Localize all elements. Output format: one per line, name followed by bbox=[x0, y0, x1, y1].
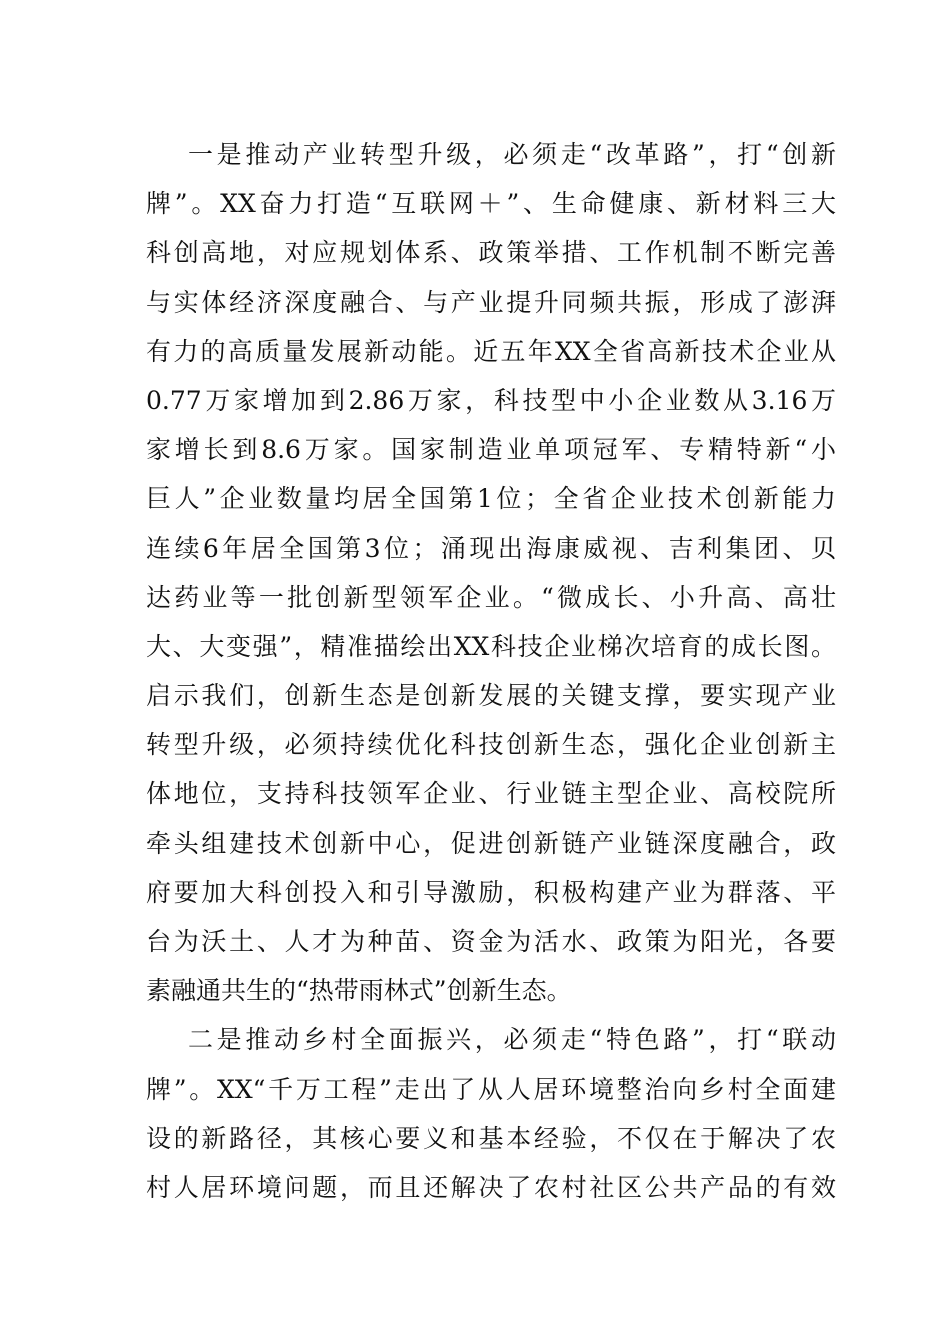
text-line: 村人居环境问题，而且还解决了农村社区公共产品的有效 bbox=[146, 1172, 836, 1202]
text-line: 台为沃土、人才为种苗、资金为活水、政策为阳光，各要 bbox=[146, 927, 836, 956]
text-line: 牌”。XX“千万工程”走出了从人居环境整治向乡村全面建 bbox=[146, 1074, 836, 1104]
text-line: 设的新路径，其核心要义和基本经验，不仅在于解决了农 bbox=[146, 1123, 836, 1153]
text-line: 一是推动产业转型升级，必须走“改革路”，打“创新 bbox=[188, 140, 836, 169]
text-line: 体地位，支持科技领军企业、行业链主型企业、高校院所 bbox=[146, 779, 836, 809]
paragraph-2 bbox=[146, 1015, 836, 1212]
text-line: 巨人”企业数量均居全国第1位；全省企业技术创新能力 bbox=[146, 484, 836, 514]
text-line: 二是推动乡村全面振兴，必须走“特色路”，打“联动 bbox=[188, 1025, 836, 1055]
text-line: 连续6年居全国第3位；涌现出海康威视、吉利集团、贝 bbox=[146, 533, 836, 563]
text-line: 牵头组建技术创新中心，促进创新链产业链深度融合，政 bbox=[146, 828, 836, 858]
paragraph-1 bbox=[146, 130, 836, 1015]
text-line: 有力的高质量发展新动能。近五年XX全省高新技术企业从 bbox=[146, 336, 836, 366]
text-line: 大、大变强”，精准描绘出XX科技企业梯次培育的成长图。 bbox=[146, 631, 836, 661]
text-line: 科创高地，对应规划体系、政策举措、工作机制不断完善 bbox=[146, 238, 836, 268]
text-line: 0.77万家增加到2.86万家，科技型中小企业数从3.16万 bbox=[146, 385, 836, 415]
text-line: 素融通共生的“热带雨林式”创新生态。 bbox=[146, 976, 572, 1006]
body-text bbox=[146, 130, 836, 1212]
text-line: 家增长到8.6万家。国家制造业单项冠军、专精特新“小 bbox=[146, 435, 836, 465]
text-line: 与实体经济深度融合、与产业提升同频共振，形成了澎湃 bbox=[146, 287, 836, 317]
text-line: 达药业等一批创新型领军企业。“微成长、小升高、高壮 bbox=[146, 582, 836, 612]
text-line: 府要加大科创投入和引导激励，积极构建产业为群落、平 bbox=[146, 877, 836, 907]
text-line: 牌”。XX奋力打造“互联网＋”、生命健康、新材料三大 bbox=[146, 189, 836, 219]
text-line: 转型升级，必须持续优化科技创新生态，强化企业创新主 bbox=[146, 730, 836, 760]
text-line: 启示我们，创新生态是创新发展的关键支撑，要实现产业 bbox=[146, 681, 836, 711]
